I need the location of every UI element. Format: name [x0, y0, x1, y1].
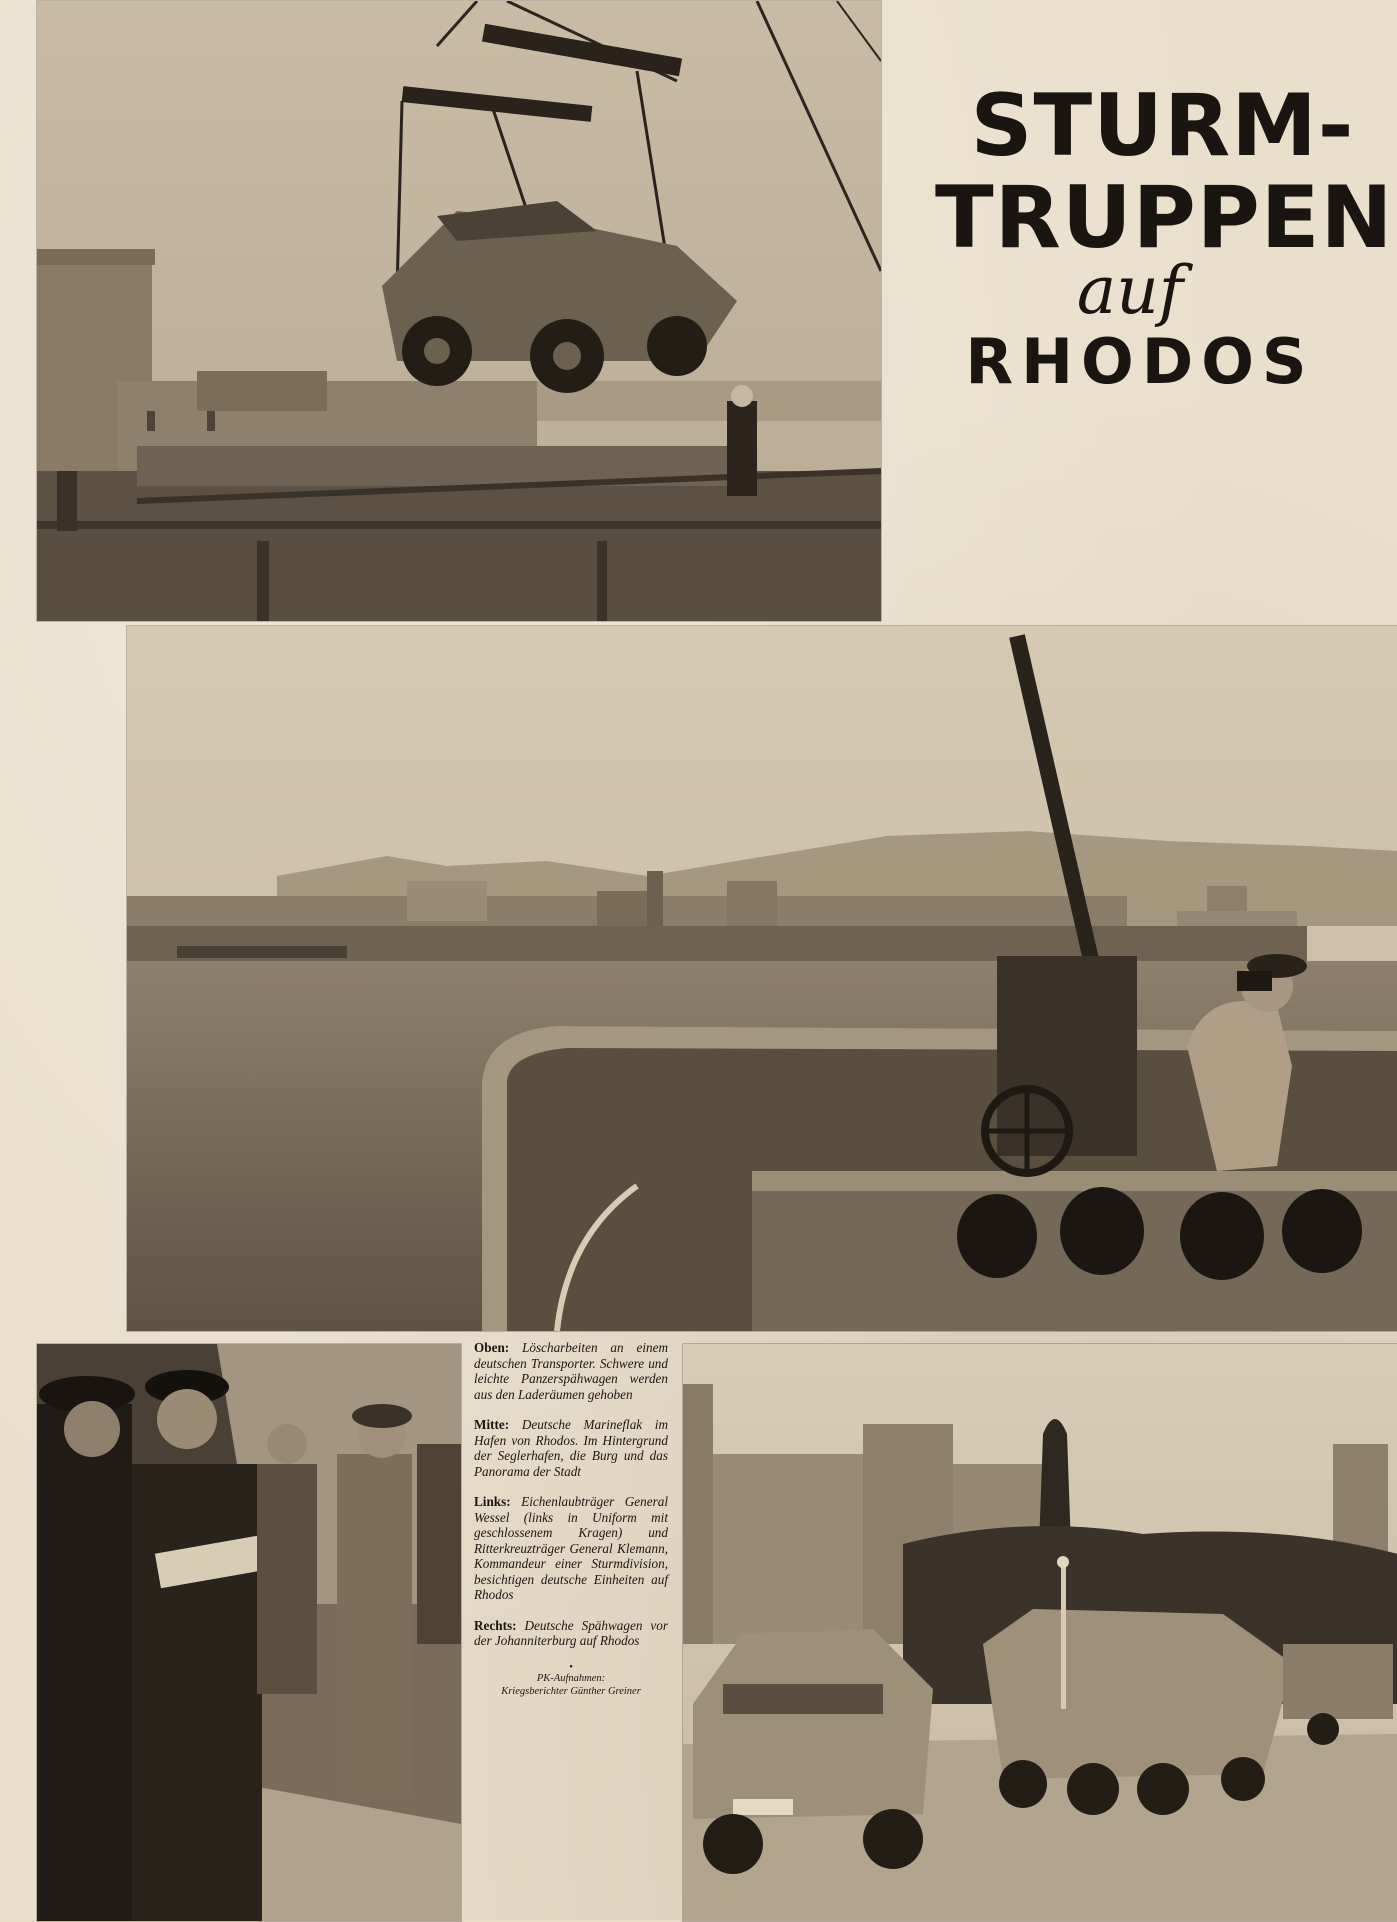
- photo-armored-cars-castle: [682, 1343, 1397, 1922]
- credit-line-1: PK-Aufnahmen:: [536, 1672, 606, 1684]
- caption-right: [474, 1618, 668, 1649]
- caption-text: Eichenlaubträger General Wessel (links in Uniform mit geschlossenem Kragen) und Ritterkreuzträger General Klemann, Kommandeur einer Sturmdivision, besichtigen deutsche Einheiten auf Rhodos: [474, 1494, 668, 1602]
- credit-bullet: •: [569, 1661, 573, 1673]
- article-title: [935, 76, 1394, 400]
- caption-text: Deutsche Spähwagen vor der Johanniterburg auf Rhodos: [474, 1617, 669, 1648]
- caption-middle: [474, 1417, 668, 1479]
- caption-top: [474, 1340, 668, 1402]
- captions-column: [474, 1340, 668, 1698]
- caption-text: Deutsche Marineflak im Hafen von Rhodos. Im Hintergrund der Seglerhafen, die Burg und das Panorama der Stadt: [474, 1417, 668, 1479]
- photo-generals-inspection: [36, 1343, 462, 1922]
- caption-label: Rechts:: [474, 1617, 517, 1633]
- caption-label: Mitte:: [474, 1417, 510, 1432]
- credit-line-2: Kriegsberichter Günther Greiner: [501, 1685, 641, 1697]
- title-line-truppen: TRUPPEN: [935, 168, 1394, 268]
- caption-label: Oben:: [474, 1340, 510, 1355]
- caption-left: [474, 1494, 668, 1603]
- caption-label: Links:: [474, 1494, 511, 1509]
- photo-credit: [474, 1661, 668, 1698]
- photo-unloading-transport: [36, 0, 882, 622]
- caption-text: Löscharbeiten an einem deutschen Transporter. Schwere und leichte Panzerspähwagen werden aus den Laderäumen gehoben: [474, 1340, 668, 1402]
- photo-harbour-flak: [126, 625, 1397, 1332]
- title-line-sturm: STURM-: [970, 76, 1355, 176]
- title-line-auf: auf: [1076, 252, 1184, 329]
- title-line-rhodos: RHODOS: [965, 325, 1315, 398]
